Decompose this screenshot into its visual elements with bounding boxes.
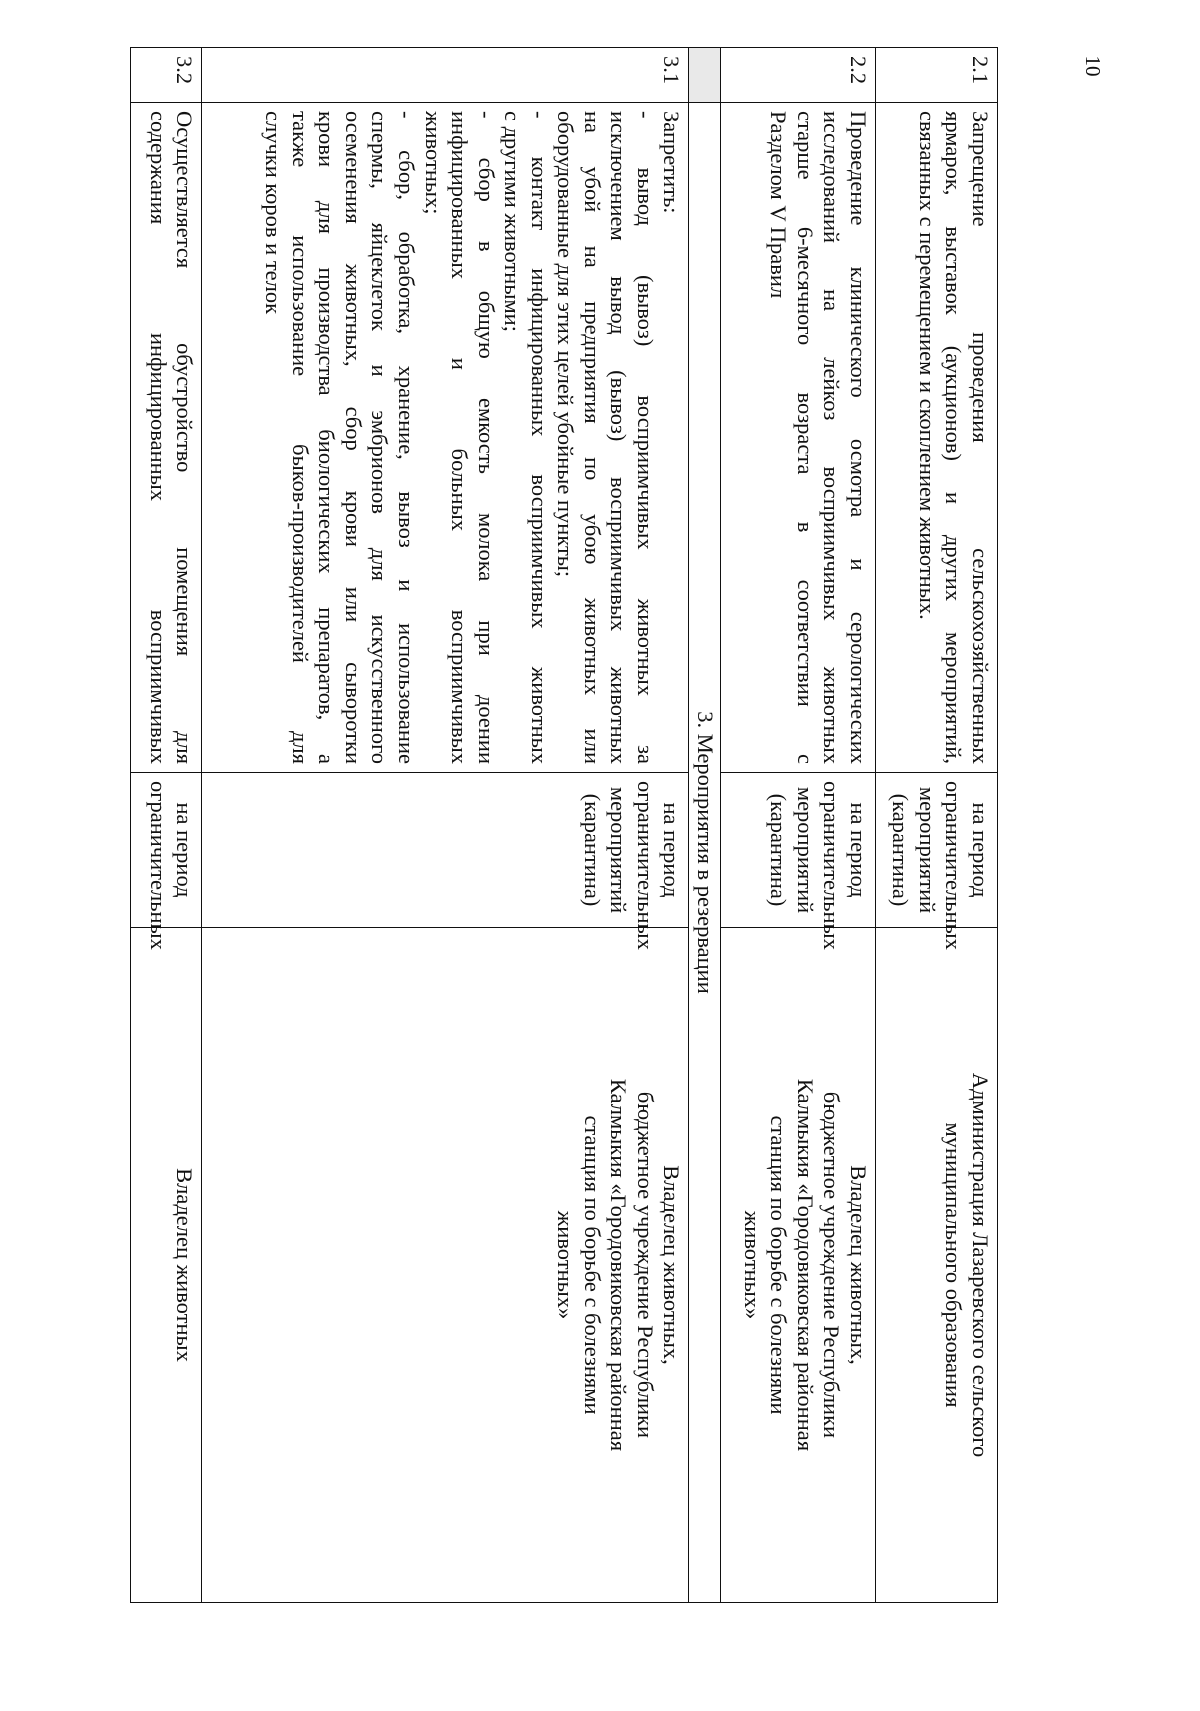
section-title: 3. Мероприятия в резервации (689, 103, 721, 1603)
measure-line: Запретить: (659, 111, 685, 214)
measure-line: связанных с перемещением и скоплением животных. (914, 111, 940, 620)
measure-line: инфицированных и больных восприимчивых (447, 111, 473, 764)
measure-line: исследований на лейкоз восприимчивых животных (819, 111, 845, 764)
measure-line: содержания инфицированных восприимчивых (145, 111, 171, 764)
table-row (131, 48, 202, 1603)
responsible-line: животных» (739, 1210, 765, 1320)
measure-line: - контакт инфицированных восприимчивых животных (526, 111, 552, 764)
measure-line: исключением вывод (вывоз) восприимчивых животных (606, 111, 632, 764)
responsible-cell (721, 928, 876, 1603)
page-number: 10 (1081, 55, 1106, 77)
responsible-line: Владелец животных, (659, 1165, 685, 1365)
measure-line: на убой на предприятия по убою животных или (579, 111, 605, 764)
measure-line: спермы, яйцеклеток и эмбрионов для искусственного (367, 111, 393, 764)
measure-line: - вывод (вывоз) восприимчивых животных за (632, 111, 658, 764)
measure-line: с другими животными; (500, 111, 526, 332)
period-cell: на период ограничительных мероприятий (карантина) (721, 773, 876, 928)
responsible-line: животных» (553, 1210, 579, 1320)
period-cell: на период ограничительных мероприятий (карантина) (876, 773, 998, 928)
period-cell: на период ограничительных мероприятий (карантина) (202, 773, 689, 928)
measure-cell (721, 103, 876, 773)
section-blank-cell (689, 48, 721, 103)
measure-line: крови для производства биологических препаратов, а (314, 111, 340, 764)
measure-line: - сбор в общую емкость молока при доении (473, 111, 499, 764)
measure-line: Осуществляется обустройство помещения для (172, 111, 198, 764)
responsible-line: Администрация Лазаревского сельского (968, 1072, 993, 1458)
measure-cell (131, 103, 202, 773)
measure-cell (876, 103, 998, 773)
row-number: 3.2 (131, 48, 202, 103)
section-header-row (689, 48, 721, 1603)
table-row (202, 48, 689, 1603)
responsible-line: станция по борьбе с болезнями (579, 1115, 605, 1415)
measure-line: осеменения животных, сбор крови или сыворотки (340, 111, 366, 764)
measure-line: ярмарок, выставок (аукционов) и других мероприятий, (941, 111, 967, 764)
measure-line: Запрещение проведения сельскохозяйственных (968, 111, 993, 764)
responsible-line: Владелец животных (172, 1168, 198, 1362)
measure-line: старше 6-месячного возраста в соответствии с (792, 111, 818, 764)
rotated-table-wrapper (143, 47, 998, 1602)
measure-line: Проведение клинического осмотра и серологических (846, 111, 871, 764)
table-row (876, 48, 998, 1603)
measure-line: случки коров и телок (261, 111, 287, 315)
responsible-line: Владелец животных, (846, 1165, 871, 1365)
responsible-cell (131, 928, 202, 1603)
responsible-line: бюджетное учреждение Республики (819, 1091, 845, 1439)
responsible-line: станция по борьбе с болезнями (766, 1115, 792, 1415)
measure-line: животных; (420, 111, 446, 215)
responsible-line: бюджетное учреждение Республики (632, 1091, 658, 1439)
measure-cell (202, 103, 689, 773)
measure-line: Разделом V Правил (766, 111, 792, 299)
row-number: 2.2 (721, 48, 876, 103)
measures-table (130, 47, 998, 1603)
row-number: 2.1 (876, 48, 998, 103)
table-row (721, 48, 876, 1603)
period-cell: на период ограничительных (131, 773, 202, 928)
responsible-cell (876, 928, 998, 1603)
responsible-line: Калмыкия «Городовиковская районная (606, 1078, 632, 1452)
row-number: 3.1 (202, 48, 689, 103)
responsible-cell (202, 928, 689, 1603)
responsible-line: муниципального образования (941, 1122, 967, 1408)
measure-line: оборудованные для этих целей убойные пункты; (553, 111, 579, 578)
measure-line: также использование быков-производителей для (287, 111, 313, 764)
responsible-line: Калмыкия «Городовиковская районная (792, 1078, 818, 1452)
measure-line: - сбор, обработка, хранение, вывоз и использование (393, 111, 419, 764)
